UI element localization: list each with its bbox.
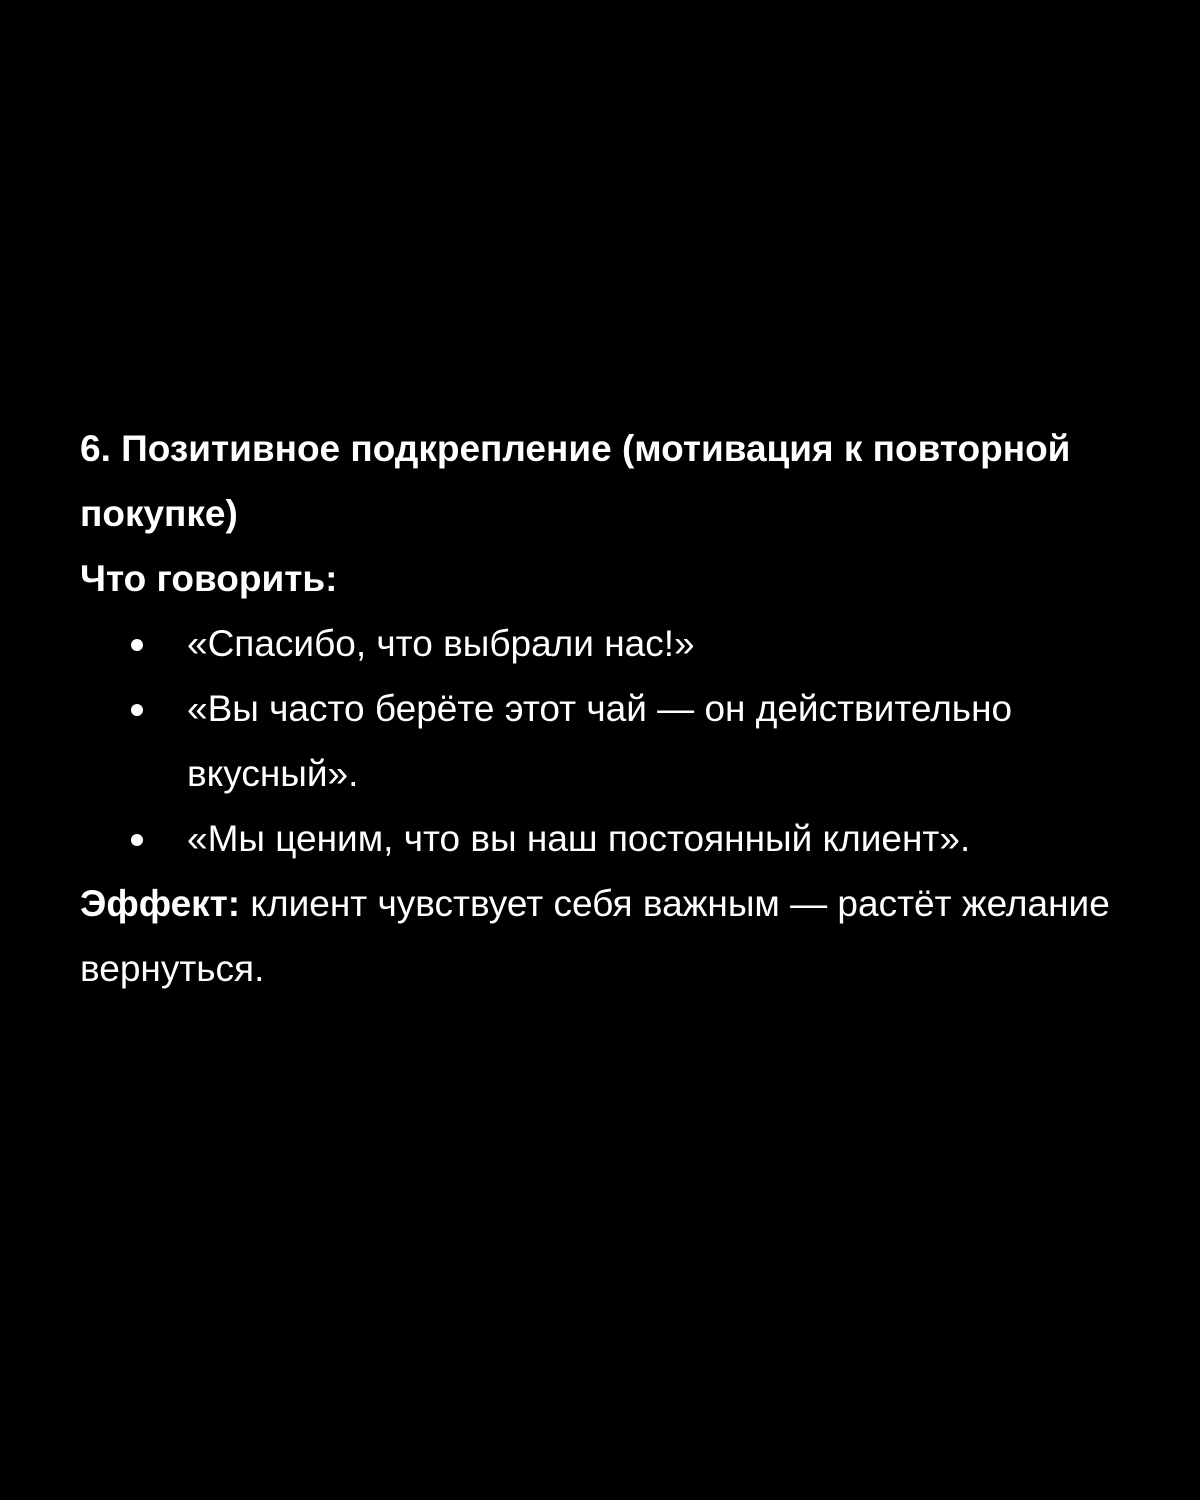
phrase-list <box>80 611 1140 871</box>
list-item <box>80 676 1140 806</box>
what-to-say-label: Что говорить: <box>80 558 338 599</box>
effect-label: Эффект: <box>80 883 241 924</box>
bullet-icon <box>131 704 143 716</box>
list-item <box>80 806 1140 871</box>
bullet-icon <box>131 834 143 846</box>
list-item-text: «Мы ценим, что вы наш постоянный клиент». <box>187 818 971 859</box>
effect-text: клиент чувствует себя важным — растёт желание вернуться. <box>80 883 1110 989</box>
effect-paragraph <box>80 871 1140 1001</box>
bullet-icon <box>131 639 143 651</box>
list-item-text: «Спасибо, что выбрали нас!» <box>187 623 695 664</box>
slide-content <box>80 416 1140 1001</box>
list-item <box>80 611 1140 676</box>
list-item-text: «Вы часто берёте этот чай — он действительно вкусный». <box>187 688 1013 794</box>
section-heading: 6. Позитивное подкрепление (мотивация к повторной покупке) <box>80 428 1071 534</box>
